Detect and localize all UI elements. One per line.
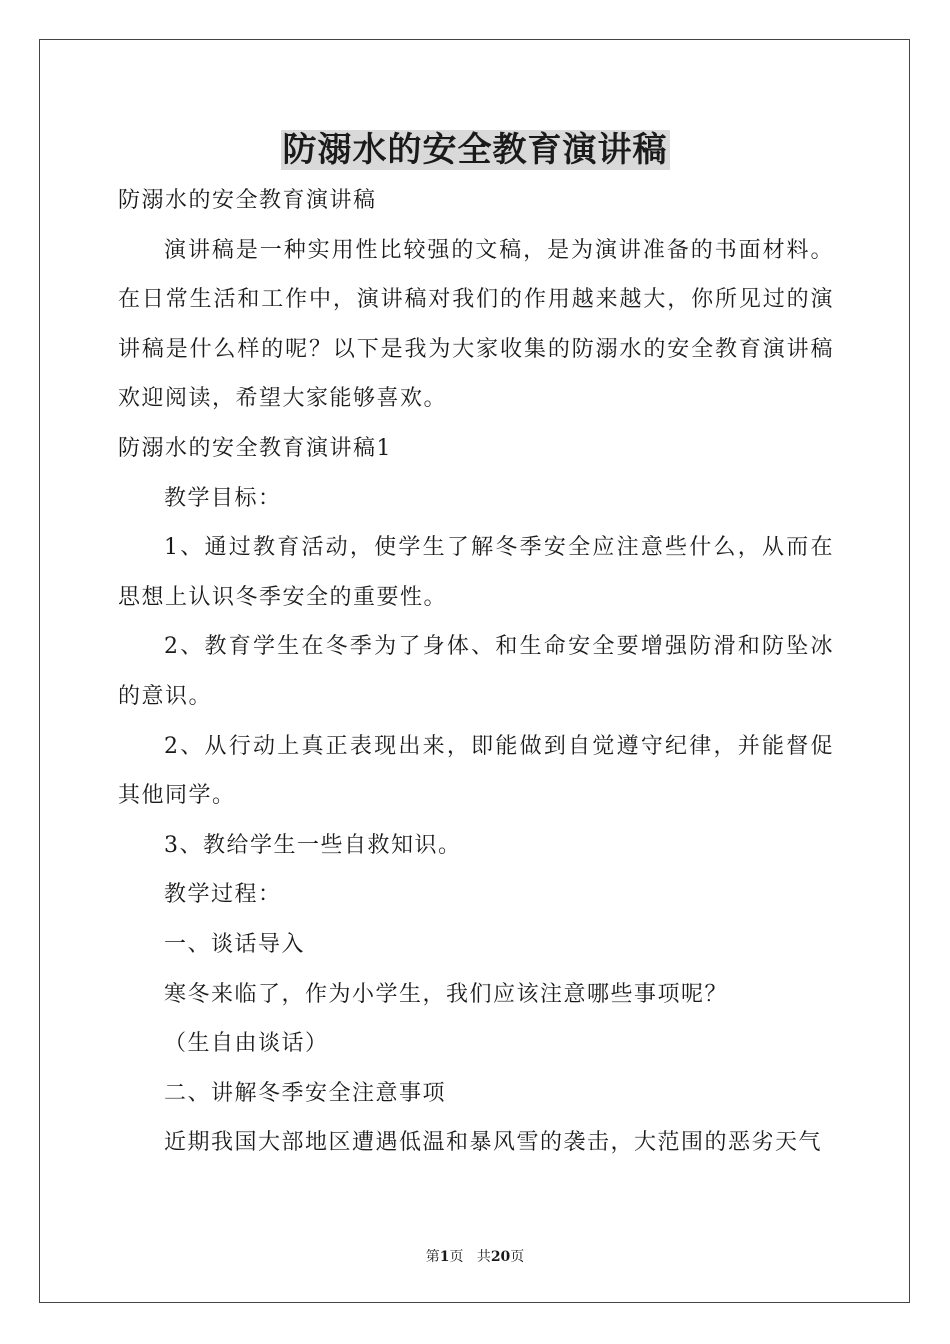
paragraph: （生自由谈话） — [164, 1031, 329, 1057]
paragraph: 一、谈话导入 — [164, 931, 306, 957]
paragraph: 3、教给学生一些自救知识。 — [164, 832, 462, 858]
paragraph: 二、讲解冬季安全注意事项 — [164, 1080, 447, 1106]
document-title-text: 防溺水的安全教育演讲稿 — [282, 130, 668, 170]
footer-total-pages: 20 — [490, 1249, 511, 1265]
footer-total-suffix: 页 — [510, 1249, 525, 1265]
footer-total-prefix: 共 — [476, 1249, 491, 1265]
paragraph: 2、从行动上真正表现出来，即能做到自觉遵守纪律，并能督促其他同学。 — [118, 733, 834, 809]
document-body — [118, 176, 834, 1168]
paragraph: 近期我国大部地区遭遇低温和暴风雪的袭击，大范围的恶劣天气 — [164, 1130, 823, 1156]
paragraph: 1、通过教育活动，使学生了解冬季安全应注意些什么，从而在思想上认识冬季安全的重要性。 — [118, 535, 834, 610]
footer-page-number: 1 — [439, 1249, 450, 1265]
page-footer — [0, 1247, 950, 1267]
paragraph: 寒冬来临了，作为小学生，我们应该注意哪些事项呢？ — [164, 981, 729, 1007]
paragraph: 防溺水的安全教育演讲稿 — [118, 188, 377, 213]
footer-page-prefix: 第 — [425, 1249, 440, 1265]
paragraph: 2、教育学生在冬季为了身体、和生命安全要增强防滑和防坠冰的意识。 — [118, 634, 834, 709]
paragraph: 防溺水的安全教育演讲稿1 — [118, 435, 392, 461]
paragraph: 教学目标： — [164, 485, 282, 511]
document-title — [0, 126, 950, 174]
paragraph: 教学过程： — [164, 882, 282, 908]
footer-page-suffix: 页 — [449, 1249, 464, 1265]
paragraph: 演讲稿是一种实用性比较强的文稿，是为演讲准备的书面材料。在日常生活和工作中，演讲稿对我们的作用越来越大，你所见过的演讲稿是什么样的呢？以下是我为大家收集的防溺水的安全教育演讲稿欢迎阅读，希望大家能够喜欢。 — [118, 237, 834, 412]
